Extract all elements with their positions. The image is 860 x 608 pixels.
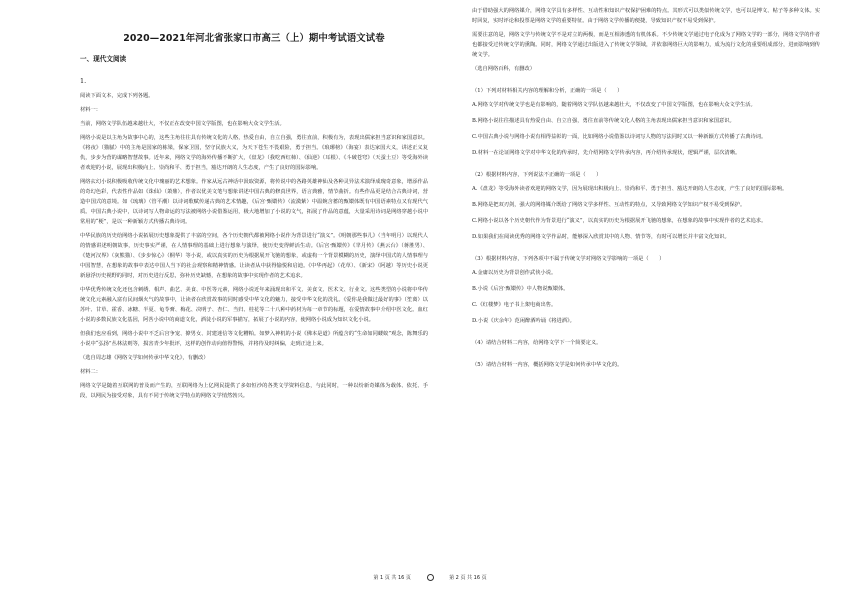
q2-option-a: A.《盘龙》等受海外读者欢迎的网络文学，因为展现出积极向上、崇尚和平、勇于担当、豁达开朗的人生态度，产生了良好的国际影响。 [472,186,788,192]
q3-option-a: A.金庸以历史为背景创作武侠小说。 [472,270,557,276]
page-footer [0,574,860,581]
left-paragraph: 网络文学是随着互联网的普及而产生的，互联网络为上亿网民提供了多如恒沙的各类文学资料信息，与此同时，一种以纷新奇媒体为载体、依托、手段，以网民为接受对象，具有不同于传统文学特点的网络文学悄然勃兴。 [80,383,428,399]
q3-option-b: B.小说《后宫·甄嬛传》中人物说甄嬛体。 [472,286,569,292]
page-separator-circle-icon [427,574,434,581]
q2-option-b: B.网络是把双刃剑，强大的网络媒介既给了网络文学多样性、互动性的特点，又导致网络文学知识产权不易受到保护。 [472,202,746,208]
page-number-right: 第 2 页 共 16 页 [449,575,487,581]
left-paragraph: 网络小说是以主角为故事中心的，这些主角往往具有传统文化的人格，热爱自由，自立自强，勇往直前，积极有为，表现出儒家担当意识和家国意识。《将夜》（猫腻）中的主角是国家的栋梁，保家卫国，坚守民族大义，为天下苍生不畏艰险，勇于担当。《琅琊榜》（海宴）表达家国大义，讲述正义复仇，步步为营的谋略智慧故事。近年来，网络文学的海外传播不断扩大，《盘龙》（我吃西红柿）、《仙逆》（耳根）、《斗破苍穹》（天蚕土豆）等受海外读者欢迎的小说，展现出积极向上、崇尚和平、勇于担当，豁达开朗的人生态度，产生了良好的国际影响。 [80,135,428,171]
q3-option-d: D.小说《庆余年》范闲醉酒吟诵《将进酒》。 [472,318,575,324]
right-page [458,0,860,608]
q1-option-a: A.网络文学对传统文学也是有影响的，随着网络文学队伍越来越壮大，不仅改变了中国文学版图，也在影响大众文学生活。 [472,102,756,108]
left-paragraph: 网络玄幻小说积极吸收传统文化中瑰丽的艺术想象。作家从远古神话中汲取资源，将传说中的各路英雄神仙及各种灵异法术演绎成瑰奇意象，增添作品的奇幻色彩，代表性作品如《诛仙》（萧鼎），作者以优美文笔与想象讲述中国古典的修真世界，语言典雅，情节曲折。有些作品更是结合古典诗词，营造中国式的意境。如《琉璃》（管平潮）以诗词歌赋传递古典的艺术情趣，《后宫·甄嬛传》（流潋紫）中温婉含蓄的甄嬛体既有中国语素特点又有现代气质。中国古典小说中，以诗词写人物命运的写法被网络小说借鉴运用，极大地增加了小说的文气，拓展了作品的意蕴，大量采用诗词是网络穿越小说中常用的“梗”，是以一种新颖方式传播古典诗词。 [80,179,428,225]
question-5-stem: （5）请结合材料一内容，概括网络文学是如何传承中华文化的。 [472,362,623,368]
source-note: （选自网络百科，有删改） [472,66,535,72]
q3-option-c: C.《红楼梦》电子书上架电商出售。 [472,302,557,308]
section-heading: 一、现代文阅读 [80,55,127,63]
question-2-stem: （2）根据材料内容，下列说法不正确的一项是（ ） [472,172,602,178]
right-paragraph: 由于借助强大的网络媒介，网络文学具有多样性、互动性和知识产权保护困难的特点。其形式可以类似传统文学，也可以是博文、帖子等多种文体。实时回复，实时评论和投票是网络文学的重要特征。由于网络文学传播的便捷，导致知识产权不易受到保护。 [472,8,820,24]
question-4-stem: （4）请结合材料二内容，给网络文学下一个简要定义。 [472,340,602,346]
question-3-stem: （3）根据材料内容，下列各项中不属于传统文学对网络文学影响的一项是（ ） [472,256,665,262]
left-paragraph: 当前，网络文学队伍越来越壮大，不仅正在改变中国文学版图，也在影响大众文学生活。 [80,121,285,127]
left-paragraph: 中华民族的历史给网络小说拓展历史想象提供了丰富的空间，各个历史朝代都被网络小说作为背景进行“演义”。《明朝那些事儿》（当年明月）以现代人的情感讲述明朝故事，历史事实严谨，在人情事理的基础上进行想象与演绎，使历史变得鲜活生动。《后宫·甄嬛传》《芈月传》《燕云台》（蒋胜男）、《楚河汉界》（灰熊猫）、《步步惊心》（桐华）等小说，或以真实的历史为根据展开飞驰的想象，或虚构一个背景模糊的历史，演绎中国式的人情事理与中国智慧，在想象的故事中表达中国人当下的社会观察和精神情感。让读者从中获得愉悦和启迪。《中华再起》（花草）、《新宋》（阿越）等历史小说更新悬浮历史视野的同时，对历史进行反思，弥补历史缺憾，在想象的故事中实现作者的艺术追求。 [80,233,428,279]
source-note: （选自周志雄《网络文学如何传承中华文化》，有删改） [80,355,209,361]
material-two-label: 材料二： [80,369,101,375]
intro-text: 阅读下面文本，完成下列各题。 [80,93,154,99]
q1-option-b: B.网络小说往往描述具有热爱自由、自立自强，勇往直前等传统文化人格的主角表现出儒家担当意识和家国意识。 [472,118,735,124]
q1-option-d: D.材料一在论证网络文学对中华文化的传承时，先介绍网络文学传承内容，再介绍传承现状，逻辑严谨，层次清晰。 [472,150,741,156]
material-one-label: 材料一： [80,107,101,113]
right-paragraph: 需要注意的是，网络文学与传统文学不是对立的两极，而是互相渗透的有机体系。不少传统文学通过电子化成为了网络文学的一部分，网络文学的作者也都接受过传统文学的熏陶。同时，网络文学通过出版进入了传统文学领域，并依靠网络巨大的影响力，成为流行文化的重要组成部分，进而影响到传统文学。 [472,32,820,58]
page-number-left: 第 1 页 共 16 页 [373,575,411,581]
question-number: 1. [80,77,87,85]
left-paragraph: 中华优秀传统文化还包含刺绣、相声、曲艺、美食、中医等元素，网络小说近年来涌现出和平文、美食文、医术文、行业文。这些类型的小说将中华传统文化元素融入富有民间烟火气的故事中，让读者在欣赏故事的同时感受中华文化的魅力，接受中华文化的洗礼。《爱你是我做过最好的事》（笙离）以苏叶、甘草、霍香、冰糖、半夏、龟苓膏、梅花、决明子、杏仁、当归、桂花等二十八种中药材为每一章节的标题，在爱情故事中介绍中医文化。血红小说的多数民族文化基因，阿菩小说中的商道文化，酒徒小说的军事描写，拓展了小说的内容，使网络小说成为知识文化小说。 [80,287,428,323]
q2-option-d: D.如果我们在阅读优秀的网络文学作品时，能够深入欣赏其中的人物、情节等，有时可以增长并丰富文化知识。 [472,234,730,240]
question-1-stem: （1）下列对材料相关内容的理解和分析，正确的一项是（ ） [472,88,623,94]
exam-title: 2020—2021年河北省张家口市高三（上）期中考试语文试卷 [123,33,385,44]
q1-option-c: C.中国古典小说与网络小说有相得益彰的一面，比如网络小说借鉴以诗词写人物的写法同时又以一种新颖方式传播了古典诗词。 [472,134,767,140]
left-paragraph: 但我们也应看到，网络小说中不乏后宫争宠、撩男女、封建迷信等文化糟粕。如梦入神机的小说《佛本是道》所蕴含的“生命如同蝼蚁”观念，陈舞乐的小说中“弘扬”丛林法则等，损害青少年批评，这样的创作动向值得警惕，并将待及时纠偏，走到正途上来。 [80,331,428,347]
q2-option-c: C.网络小说以各个历史朝代作为背景进行“演义”，以真实的历史为根据展开飞驰的想象，在想象的故事中实现作者的艺术追求。 [472,218,767,224]
